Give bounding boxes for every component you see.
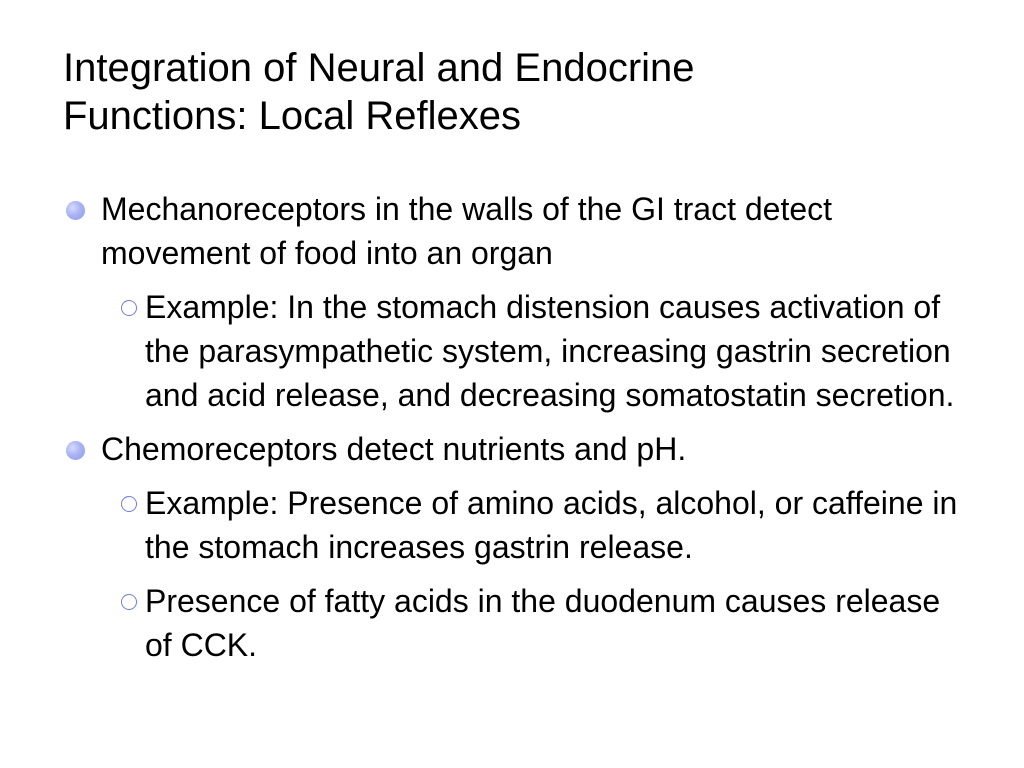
sub-bullet-item: [0, 285, 965, 417]
bullet-text: Chemoreceptors detect nutrients and pH.: [101, 431, 687, 467]
sub-bullet-item: [0, 481, 965, 569]
hollow-circle-bullet-icon: [121, 300, 137, 316]
slide-title-line-2: Functions: Local Reflexes: [63, 94, 522, 138]
sub-bullet-text: Presence of fatty acids in the duodenum causes release of CCK.: [145, 583, 941, 663]
bullet-item: [0, 427, 961, 471]
filled-circle-bullet-icon: [66, 441, 85, 460]
slide-title-line-1: Integration of Neural and Endocrine: [63, 46, 695, 90]
sub-bullet-text: Example: Presence of amino acids, alcohol, or caffeine in the stomach increases gastrin release.: [145, 485, 958, 565]
hollow-circle-bullet-icon: [121, 594, 137, 610]
bullet-item: [0, 187, 961, 275]
sub-bullet-text: Example: In the stomach distension causes activation of the parasympathetic system, increasing gastrin secretion and acid release, and decreasing somatostatin secretion.: [145, 289, 955, 413]
hollow-circle-bullet-icon: [121, 496, 137, 512]
slide-title: [63, 44, 963, 140]
bullet-text: Mechanoreceptors in the walls of the GI tract detect movement of food into an organ: [101, 191, 833, 271]
bullet-list: [0, 187, 1024, 677]
filled-circle-bullet-icon: [66, 201, 85, 220]
sub-bullet-item: [0, 579, 965, 667]
